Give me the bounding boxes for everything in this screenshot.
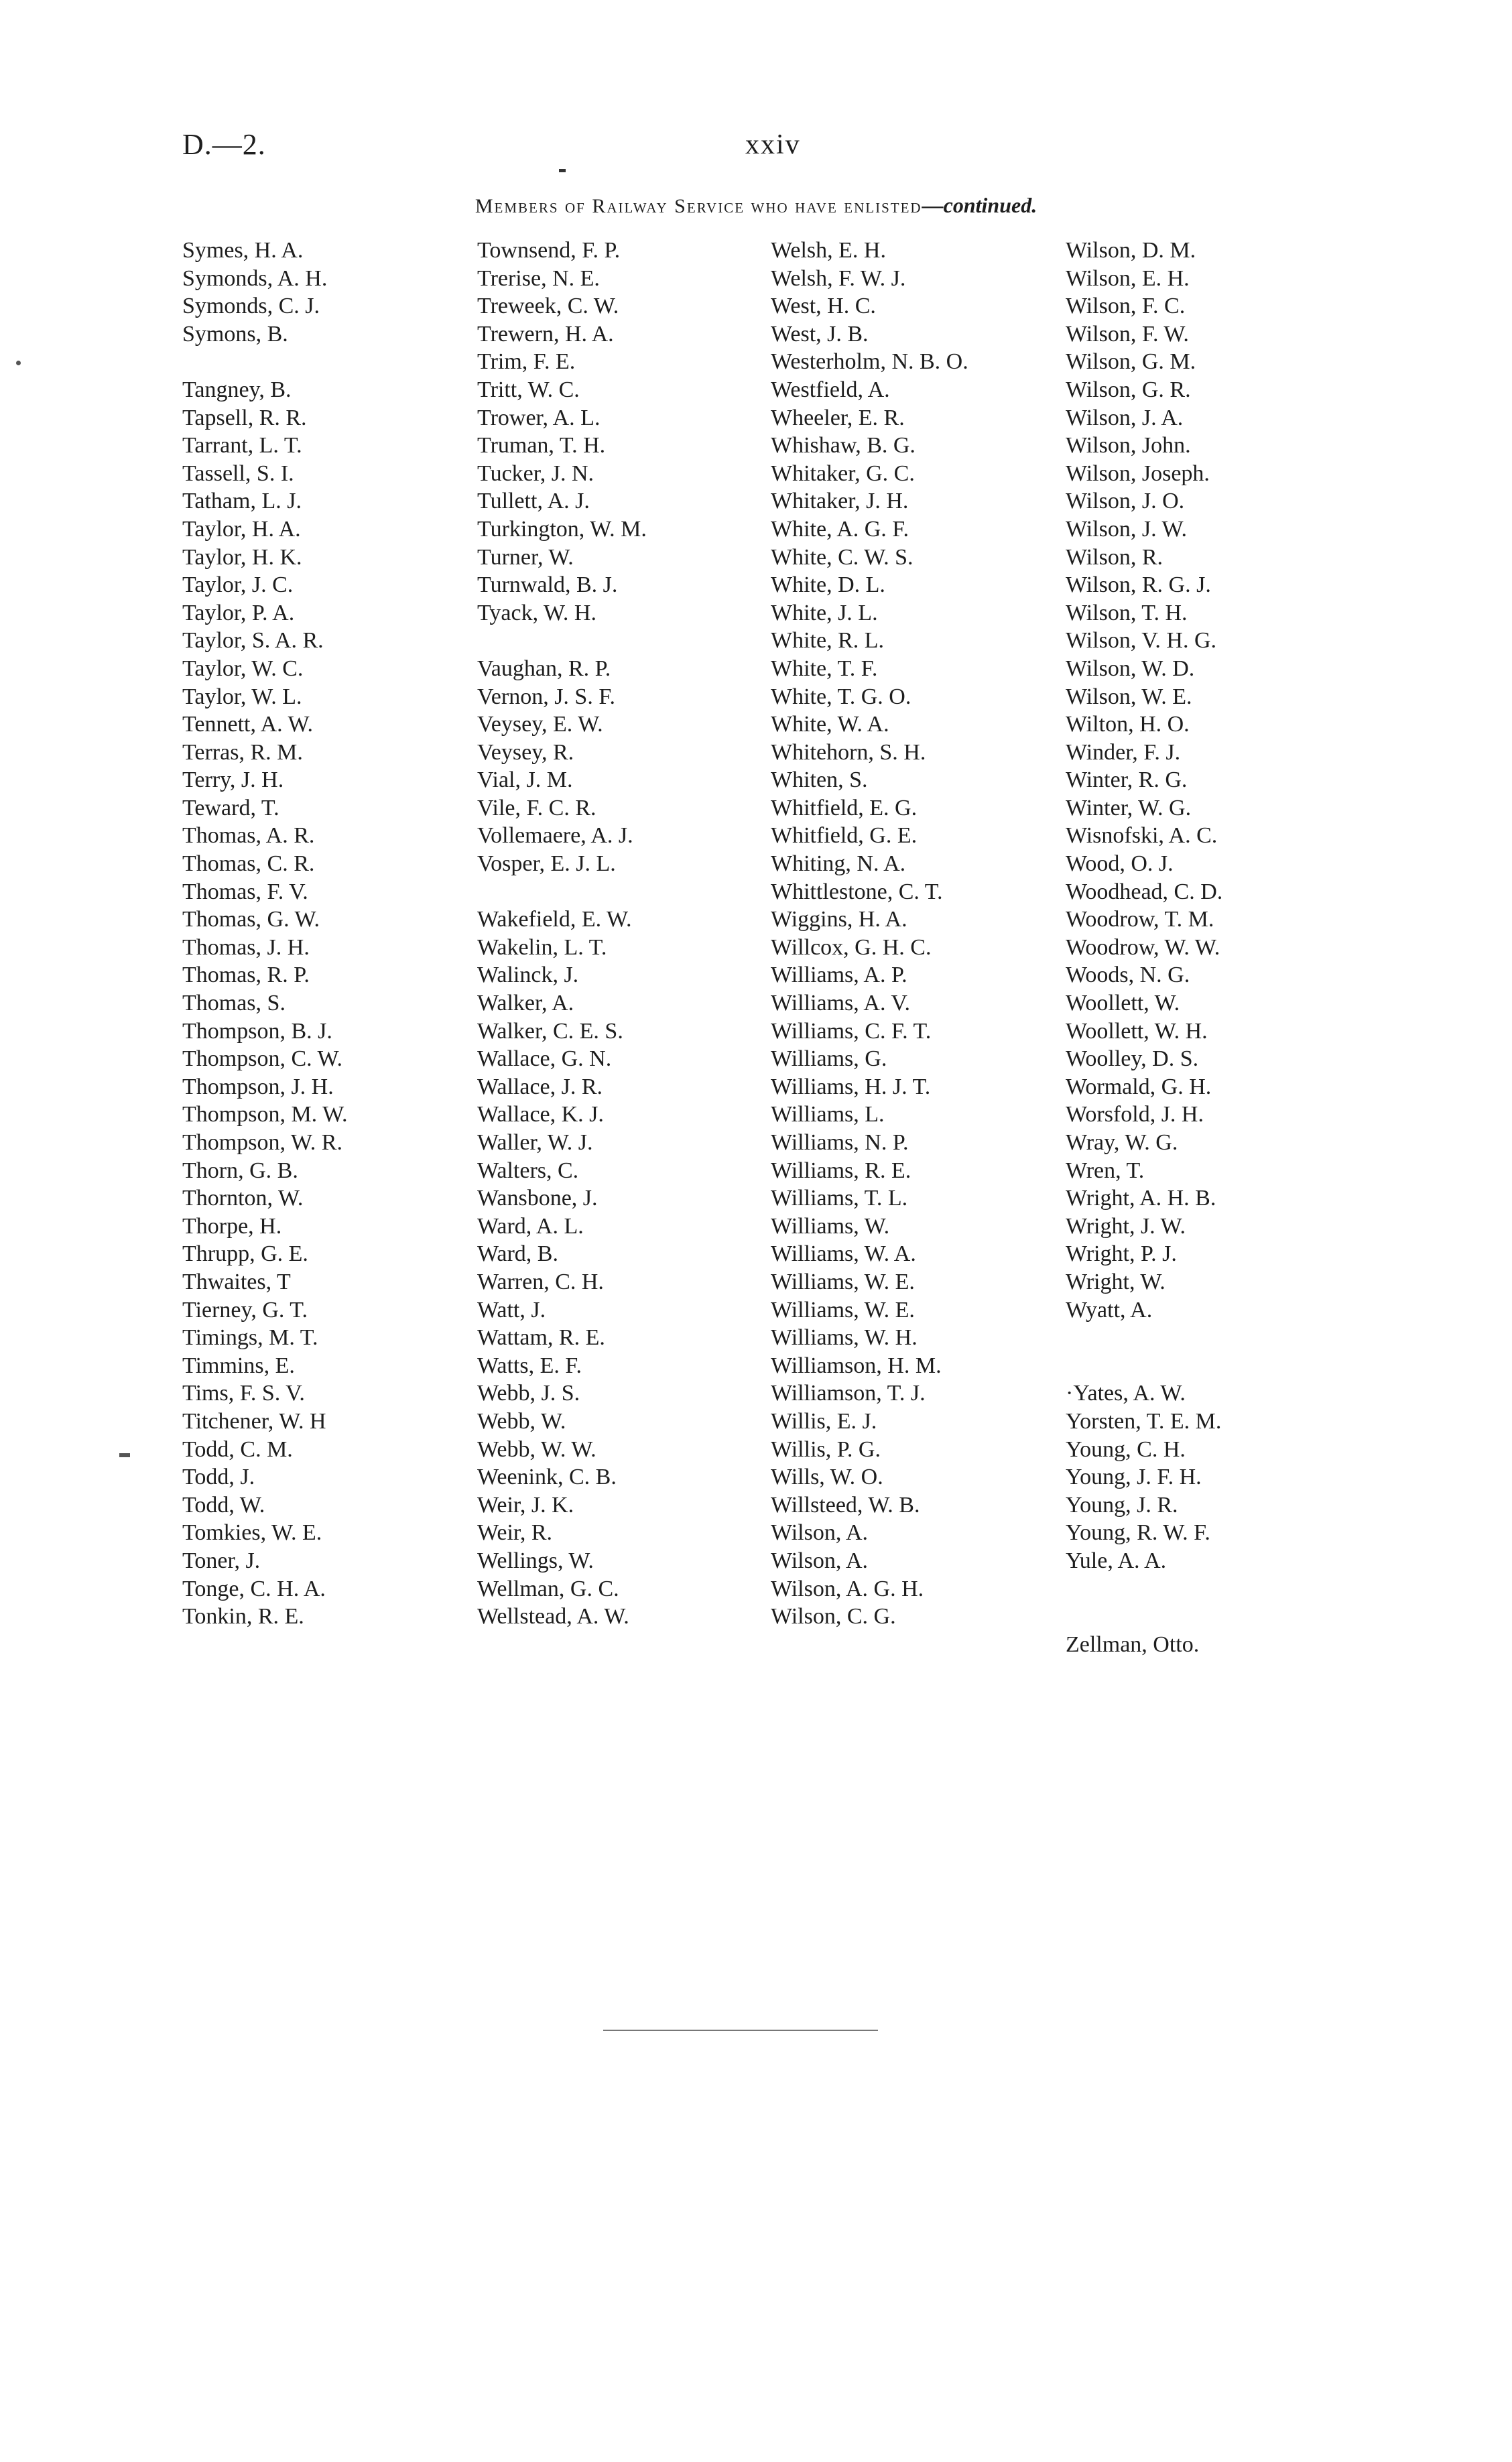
list-item: Tatham, L. J. bbox=[182, 489, 302, 514]
list-item: Todd, J. bbox=[182, 1465, 255, 1490]
header-dash bbox=[559, 169, 566, 172]
list-item: Trower, A. L. bbox=[477, 405, 601, 430]
list-item: Whitaker, J. H. bbox=[771, 489, 909, 514]
list-item: Zellman, Otto. bbox=[1066, 1632, 1200, 1657]
list-item: Walinck, J. bbox=[477, 963, 579, 988]
list-item: Wilson, A. bbox=[771, 1520, 869, 1546]
list-item: Webb, J. S. bbox=[477, 1381, 580, 1406]
list-item: Thomas, J. H. bbox=[182, 934, 310, 960]
list-item: Wilson, A. bbox=[771, 1548, 869, 1573]
list-item: Willsteed, W. B. bbox=[771, 1492, 920, 1518]
list-item: Welsh, F. W. J. bbox=[771, 265, 906, 291]
list-item: Tritt, W. C. bbox=[477, 377, 580, 402]
list-item: White, A. G. F. bbox=[771, 516, 909, 542]
list-item: Whitfield, E. G. bbox=[771, 795, 918, 820]
list-item: White, C. W. S. bbox=[771, 544, 914, 570]
list-item: Wansbone, J. bbox=[477, 1186, 598, 1211]
list-item: White, R. L. bbox=[771, 628, 885, 654]
list-item: Williams, G. bbox=[771, 1046, 887, 1072]
list-item: Wakelin, L. T. bbox=[477, 934, 607, 960]
list-item: White, T. G. O. bbox=[771, 684, 911, 709]
list-item: Vile, F. C. R. bbox=[477, 795, 596, 820]
list-item: Williamson, T. J. bbox=[771, 1381, 926, 1406]
list-item: Thompson, B. J. bbox=[182, 1018, 332, 1044]
list-item: Woods, N. G. bbox=[1066, 963, 1190, 988]
list-item: Thorpe, H. bbox=[182, 1213, 282, 1239]
list-item: Weenink, C. B. bbox=[477, 1465, 617, 1490]
list-item: Wallace, J. R. bbox=[477, 1074, 603, 1099]
list-item: Thompson, M. W. bbox=[182, 1102, 348, 1127]
list-item: Warren, C. H. bbox=[477, 1269, 604, 1294]
list-item: Wallace, G. N. bbox=[477, 1046, 612, 1072]
list-item: Westerholm, N. B. O. bbox=[771, 349, 968, 375]
list-item: Willis, P. G. bbox=[771, 1436, 881, 1462]
list-item: Wiggins, H. A. bbox=[771, 907, 907, 932]
list-item: Young, R. W. F. bbox=[1066, 1520, 1210, 1546]
list-item: Terry, J. H. bbox=[182, 767, 284, 793]
list-item: Waller, W. J. bbox=[477, 1130, 593, 1155]
page-reference: D.—2. bbox=[182, 128, 266, 161]
list-item: Webb, W. W. bbox=[477, 1436, 596, 1462]
list-item: Vial, J. M. bbox=[477, 767, 573, 793]
list-item: Wilson, J. O. bbox=[1066, 489, 1185, 514]
list-item: Wyatt, A. bbox=[1066, 1297, 1153, 1322]
list-item: Wheeler, E. R. bbox=[771, 405, 905, 430]
list-item: Wilson, John. bbox=[1066, 433, 1191, 458]
name-column-1 bbox=[182, 237, 348, 1631]
list-item: Woodrow, T. M. bbox=[1066, 907, 1214, 932]
list-gap bbox=[1066, 1324, 1222, 1352]
list-item: Welsh, E. H. bbox=[771, 238, 886, 263]
list-item: Webb, W. bbox=[477, 1408, 566, 1434]
list-item: Woollett, W. H. bbox=[1066, 1018, 1208, 1044]
list-item: Williams, T. L. bbox=[771, 1186, 908, 1211]
list-gap bbox=[1066, 1575, 1222, 1603]
list-gap bbox=[477, 627, 647, 655]
list-item: Thompson, C. W. bbox=[182, 1046, 342, 1072]
list-item: Treweek, C. W. bbox=[477, 294, 619, 319]
list-item: Weir, R. bbox=[477, 1520, 553, 1546]
list-item: Taylor, P. A. bbox=[182, 600, 295, 625]
list-item: Wright, A. H. B. bbox=[1066, 1186, 1216, 1211]
list-item: Vernon, J. S. F. bbox=[477, 684, 616, 709]
list-item: Thompson, J. H. bbox=[182, 1074, 334, 1099]
list-item: Turnwald, B. J. bbox=[477, 572, 618, 598]
list-item: Williams, W. E. bbox=[771, 1297, 915, 1322]
list-item: Taylor, H. K. bbox=[182, 544, 302, 570]
list-item: White, T. F. bbox=[771, 656, 878, 681]
list-item: Wills, W. O. bbox=[771, 1465, 883, 1490]
list-item: Wormald, G. H. bbox=[1066, 1074, 1212, 1099]
list-item: White, J. L. bbox=[771, 600, 878, 625]
list-item: Thomas, G. W. bbox=[182, 907, 320, 932]
list-item: Williams, W. bbox=[771, 1213, 890, 1239]
list-item: Wilson, V. H. G. bbox=[1066, 628, 1217, 654]
list-item: Young, C. H. bbox=[1066, 1436, 1186, 1462]
list-item: Wood, O. J. bbox=[1066, 851, 1174, 877]
margin-mark bbox=[119, 1453, 130, 1457]
list-item: White, D. L. bbox=[771, 572, 885, 598]
list-item: Wilson, C. G. bbox=[771, 1604, 896, 1629]
list-item: Winder, F. J. bbox=[1066, 739, 1181, 765]
heading-continued: —continued. bbox=[922, 193, 1037, 217]
list-item: Winter, W. G. bbox=[1066, 795, 1192, 820]
list-item: Walters, C. bbox=[477, 1158, 579, 1183]
list-item: Vollemaere, A. J. bbox=[477, 823, 633, 849]
list-item: Wilson, E. H. bbox=[1066, 265, 1190, 291]
list-item: Williams, A. P. bbox=[771, 963, 907, 988]
list-item: ·Yates, A. W. bbox=[1066, 1381, 1186, 1406]
list-item: Trim, F. E. bbox=[477, 349, 576, 375]
list-item: Tucker, J. N. bbox=[477, 460, 594, 486]
list-item: Wilson, F. W. bbox=[1066, 321, 1189, 347]
list-item: Todd, C. M. bbox=[182, 1436, 293, 1462]
list-item: Thornton, W. bbox=[182, 1186, 304, 1211]
list-item: Wilson, Joseph. bbox=[1066, 460, 1210, 486]
list-item: Woodrow, W. W. bbox=[1066, 934, 1220, 960]
list-item: Williams, W. H. bbox=[771, 1325, 918, 1351]
list-item: Wilson, R. G. J. bbox=[1066, 572, 1211, 598]
list-item: Walker, C. E. S. bbox=[477, 1018, 623, 1044]
list-item: Truman, T. H. bbox=[477, 433, 606, 458]
list-item: Williamson, H. M. bbox=[771, 1353, 942, 1378]
list-item: Ward, A. L. bbox=[477, 1213, 584, 1239]
list-item: Williams, W. E. bbox=[771, 1269, 915, 1294]
list-item: Thomas, A. R. bbox=[182, 823, 315, 849]
list-item: Symonds, C. J. bbox=[182, 294, 320, 319]
list-item: Williams, H. J. T. bbox=[771, 1074, 931, 1099]
margin-mark bbox=[16, 361, 21, 365]
list-item: Whiten, S. bbox=[771, 767, 868, 793]
list-item: Woollett, W. bbox=[1066, 991, 1180, 1016]
list-item: Wilson, R. bbox=[1066, 544, 1163, 570]
list-item: Young, J. R. bbox=[1066, 1492, 1178, 1518]
list-item: White, W. A. bbox=[771, 712, 889, 737]
name-column-2 bbox=[477, 237, 647, 1631]
list-item: Wellman, G. C. bbox=[477, 1576, 619, 1601]
list-item: Tierney, G. T. bbox=[182, 1297, 308, 1322]
list-item: Titchener, W. H bbox=[182, 1408, 326, 1434]
list-item: Watt, J. bbox=[477, 1297, 546, 1322]
list-item: Winter, R. G. bbox=[1066, 767, 1188, 793]
list-item: Tullett, A. J. bbox=[477, 489, 590, 514]
list-item: Wilton, H. O. bbox=[1066, 712, 1190, 737]
list-item: Tomkies, W. E. bbox=[182, 1520, 322, 1546]
list-item: Wilson, G. R. bbox=[1066, 377, 1191, 402]
list-item: Tapsell, R. R. bbox=[182, 405, 307, 430]
list-item: Taylor, W. L. bbox=[182, 684, 302, 709]
list-item: Wilson, W. E. bbox=[1066, 684, 1192, 709]
list-item: Weir, J. K. bbox=[477, 1492, 574, 1518]
list-item: Wilson, D. M. bbox=[1066, 238, 1196, 263]
list-item: Wellstead, A. W. bbox=[477, 1604, 629, 1629]
list-item: Taylor, H. A. bbox=[182, 516, 301, 542]
list-item: Veysey, R. bbox=[477, 739, 574, 765]
list-item: Tonge, C. H. A. bbox=[182, 1576, 326, 1601]
list-gap bbox=[182, 348, 348, 376]
list-item: Walker, A. bbox=[477, 991, 574, 1016]
list-item: Wright, J. W. bbox=[1066, 1213, 1186, 1239]
page-number: xxiv bbox=[745, 129, 801, 160]
list-item: Townsend, F. P. bbox=[477, 238, 621, 263]
list-item: Williams, N. P. bbox=[771, 1130, 909, 1155]
list-item: Williams, C. F. T. bbox=[771, 1018, 932, 1044]
list-item: Wallace, K. J. bbox=[477, 1102, 604, 1127]
list-item: Thrupp, G. E. bbox=[182, 1241, 308, 1267]
list-item: Wakefield, E. W. bbox=[477, 907, 632, 932]
list-item: Wellings, W. bbox=[477, 1548, 594, 1573]
list-item: Vaughan, R. P. bbox=[477, 656, 611, 681]
list-gap bbox=[1066, 1352, 1222, 1380]
list-item: Tassell, S. I. bbox=[182, 460, 294, 486]
list-item: Wattam, R. E. bbox=[477, 1325, 605, 1351]
list-item: Taylor, W. C. bbox=[182, 656, 304, 681]
list-item: Willis, E. J. bbox=[771, 1408, 877, 1434]
list-item: Toner, J. bbox=[182, 1548, 261, 1573]
list-item: Trewern, H. A. bbox=[477, 321, 614, 347]
list-item: Wilson, J. W. bbox=[1066, 516, 1187, 542]
list-item: Teward, T. bbox=[182, 795, 279, 820]
list-item: Wilson, A. G. H. bbox=[771, 1576, 924, 1601]
list-item: West, J. B. bbox=[771, 321, 869, 347]
list-item: Wilson, T. H. bbox=[1066, 600, 1188, 625]
name-column-4 bbox=[1066, 237, 1222, 1658]
list-item: Tims, F. S. V. bbox=[182, 1381, 305, 1406]
list-item: Tonkin, R. E. bbox=[182, 1604, 304, 1629]
list-item: Thomas, C. R. bbox=[182, 851, 315, 877]
list-item: Thompson, W. R. bbox=[182, 1130, 342, 1155]
list-item: Terras, R. M. bbox=[182, 739, 303, 765]
list-item: Whitfield, G. E. bbox=[771, 823, 918, 849]
list-item: Worsfold, J. H. bbox=[1066, 1102, 1204, 1127]
list-item: Symonds, A. H. bbox=[182, 265, 328, 291]
list-item: Wilson, F. C. bbox=[1066, 294, 1186, 319]
list-item: Timings, M. T. bbox=[182, 1325, 318, 1351]
list-item: Williams, L. bbox=[771, 1102, 885, 1127]
list-item: West, H. C. bbox=[771, 294, 876, 319]
list-item: Ward, B. bbox=[477, 1241, 558, 1267]
list-item: Willcox, G. H. C. bbox=[771, 934, 932, 960]
list-item: Watts, E. F. bbox=[477, 1353, 582, 1378]
list-item: Whishaw, B. G. bbox=[771, 433, 916, 458]
list-item: Wilson, W. D. bbox=[1066, 656, 1195, 681]
list-item: Taylor, S. A. R. bbox=[182, 628, 324, 654]
name-column-3 bbox=[771, 237, 968, 1631]
list-item: Williams, W. A. bbox=[771, 1241, 916, 1267]
list-gap bbox=[1066, 1603, 1222, 1631]
list-item: Tangney, B. bbox=[182, 377, 292, 402]
heading-title: Members of Railway Service who have enlisted bbox=[475, 195, 922, 217]
list-item: Young, J. F. H. bbox=[1066, 1465, 1202, 1490]
list-item: Thomas, F. V. bbox=[182, 879, 308, 904]
list-item: Whittlestone, C. T. bbox=[771, 879, 943, 904]
list-item: Wright, P. J. bbox=[1066, 1241, 1177, 1267]
list-item: Woodhead, C. D. bbox=[1066, 879, 1223, 904]
list-item: Williams, R. E. bbox=[771, 1158, 911, 1183]
list-item: Wilson, G. M. bbox=[1066, 349, 1196, 375]
list-item: Wray, W. G. bbox=[1066, 1130, 1178, 1155]
list-item: Symons, B. bbox=[182, 321, 288, 347]
list-item: Thomas, R. P. bbox=[182, 963, 310, 988]
list-item: Thwaites, T bbox=[182, 1269, 291, 1294]
list-item: Turner, W. bbox=[477, 544, 574, 570]
list-gap bbox=[477, 878, 647, 906]
list-item: Vosper, E. J. L. bbox=[477, 851, 616, 877]
list-item: Woolley, D. S. bbox=[1066, 1046, 1199, 1072]
list-item: Whitehorn, S. H. bbox=[771, 739, 926, 765]
list-item: Yorsten, T. E. M. bbox=[1066, 1408, 1222, 1434]
list-item: Yule, A. A. bbox=[1066, 1548, 1167, 1573]
list-item: Trerise, N. E. bbox=[477, 265, 600, 291]
list-item: Westfield, A. bbox=[771, 377, 890, 402]
list-item: Whitaker, G. C. bbox=[771, 460, 915, 486]
list-item: Timmins, E. bbox=[182, 1353, 295, 1378]
list-item: Thorn, G. B. bbox=[182, 1158, 298, 1183]
list-item: Wren, T. bbox=[1066, 1158, 1145, 1183]
list-item: Wisnofski, A. C. bbox=[1066, 823, 1218, 849]
list-item: Symes, H. A. bbox=[182, 238, 304, 263]
list-item: Wright, W. bbox=[1066, 1269, 1166, 1294]
footer-rule bbox=[603, 2030, 878, 2031]
list-item: Turkington, W. M. bbox=[477, 516, 647, 542]
list-item: Taylor, J. C. bbox=[182, 572, 294, 598]
list-item: Tyack, W. H. bbox=[477, 600, 596, 625]
list-item: Whiting, N. A. bbox=[771, 851, 906, 877]
list-item: Wilson, J. A. bbox=[1066, 405, 1184, 430]
list-item: Thomas, S. bbox=[182, 991, 286, 1016]
list-item: Williams, A. V. bbox=[771, 991, 911, 1016]
list-item: Tennett, A. W. bbox=[182, 712, 314, 737]
list-item: Todd, W. bbox=[182, 1492, 265, 1518]
section-heading bbox=[0, 193, 1512, 218]
list-item: Veysey, E. W. bbox=[477, 712, 603, 737]
list-item: Tarrant, L. T. bbox=[182, 433, 302, 458]
